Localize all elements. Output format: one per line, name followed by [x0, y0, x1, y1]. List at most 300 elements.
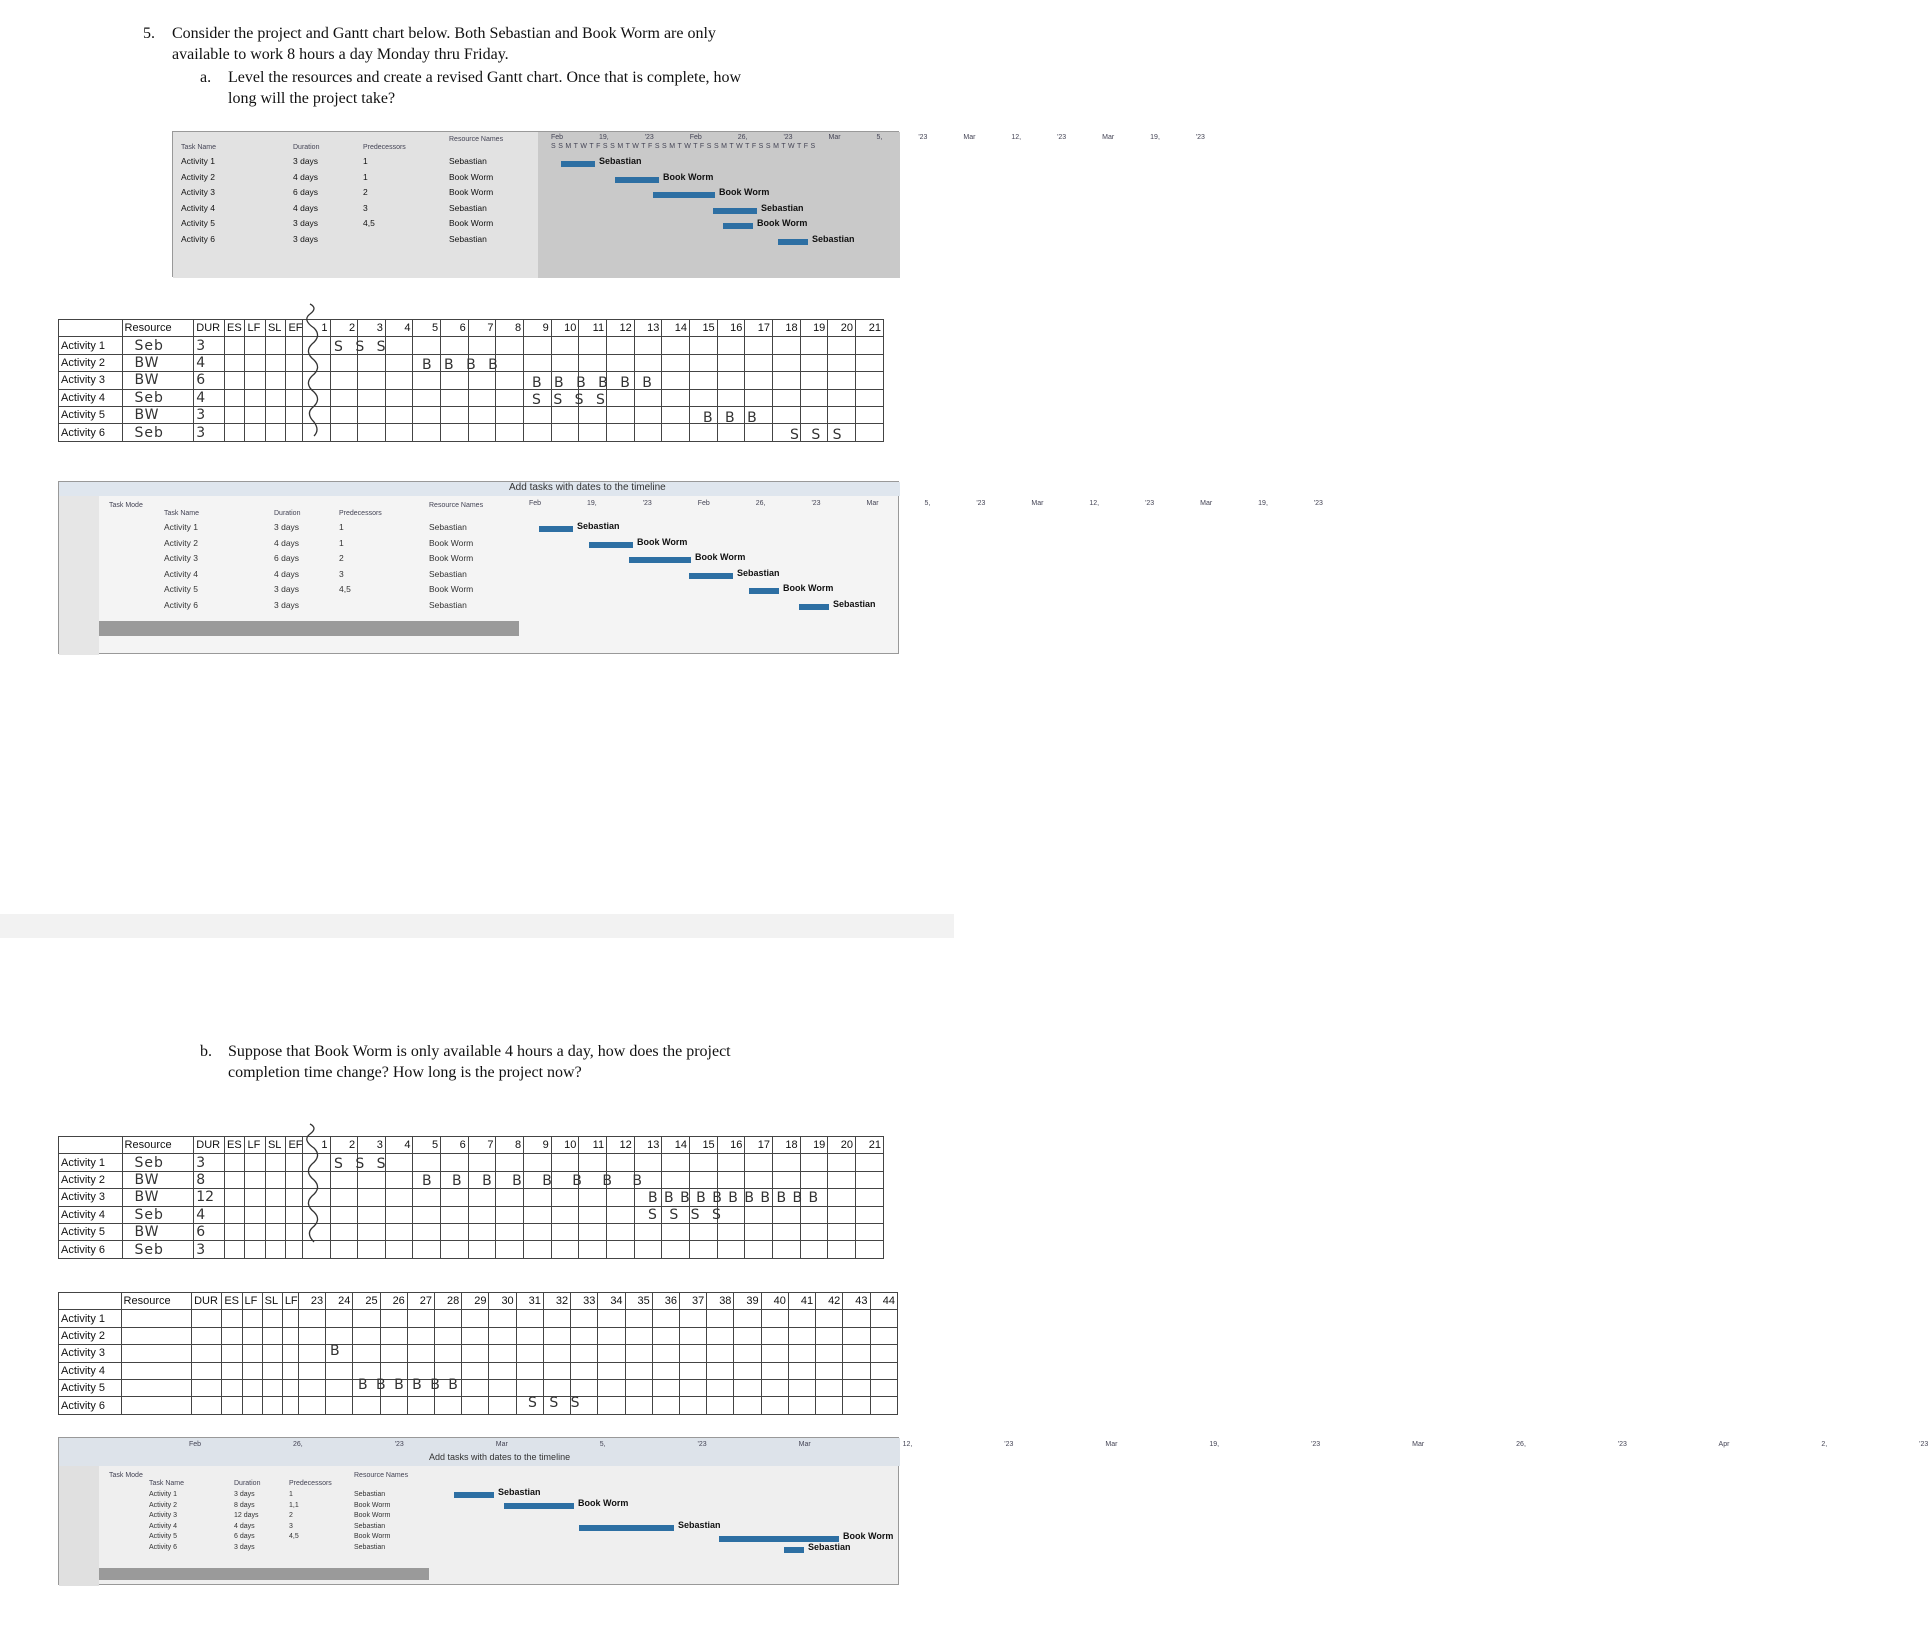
grid_a-cell: [579, 337, 607, 354]
grid_b2-cell: [571, 1327, 598, 1344]
grid_a-cell: [496, 389, 524, 406]
grid_b2-cell: [353, 1310, 380, 1327]
project2-task-5-names: Activity 5: [164, 584, 199, 594]
grid_b1-cell: [773, 1171, 801, 1188]
grid_b2-cell: [222, 1345, 242, 1362]
project3-task-3-pred: 1,1: [289, 1501, 299, 1509]
project1-task-3-dur: 6 days: [293, 187, 319, 197]
grid_b1-cell: [358, 1223, 386, 1240]
grid_b1-mark-3: B B B B B B B B B B B: [648, 1190, 820, 1206]
grid_b2-cell: [489, 1379, 516, 1396]
grid_b1-cell: [607, 1206, 635, 1223]
part-b-label: b.: [200, 1043, 212, 1060]
project1-task-4-dur: 4 days: [293, 202, 319, 213]
project3-task-5-pred: 3: [289, 1522, 293, 1530]
grid_b1-cell: [579, 1223, 607, 1240]
grid_b1-cell: [855, 1171, 883, 1188]
grid_b1-resource-2: BW: [122, 1171, 194, 1188]
project1-bar-5: [723, 223, 753, 229]
question-intro-2: available to work 8 hours a day Monday thru Friday.: [172, 46, 509, 63]
grid_a-day-5: 5: [413, 320, 441, 337]
grid_a-cell: [690, 354, 718, 371]
grid_b1-header-row: [59, 1137, 884, 1154]
grid_b1-cell: [413, 1154, 441, 1171]
grid_b2-cell: [242, 1362, 262, 1379]
grid_b2-resource-3: [121, 1345, 192, 1362]
grid_b1-cell: [245, 1189, 265, 1206]
grid_b2-hdr-es: ES: [222, 1293, 242, 1310]
grid_a-day-17: 17: [745, 320, 773, 337]
grid_b2-cell: [326, 1362, 353, 1379]
grid_b2-day-41: 41: [788, 1293, 815, 1310]
table-row: [59, 1397, 898, 1414]
grid_a-resource-5: BW: [122, 406, 194, 423]
hdr-task-mode: Task Mode: [109, 502, 143, 509]
hdr-task-name-3: Task Name: [149, 1480, 185, 1487]
grid_b2-cell: [707, 1379, 734, 1396]
grid_b2-resource-2: [121, 1327, 192, 1344]
grid_a-day-18: 18: [773, 320, 801, 337]
grid_a-hdr-sl: SL: [265, 320, 285, 337]
grid_b2-dur-3: [192, 1345, 222, 1362]
grid_b1-day-3: 3: [358, 1137, 386, 1154]
grid_a-dur-1: 3: [194, 337, 225, 354]
grid_a-cell: [855, 424, 883, 441]
grid_a-cell: [225, 372, 245, 389]
grid_b1-hdr-es: ES: [225, 1137, 245, 1154]
grid_a-day-11: 11: [579, 320, 607, 337]
grid_a-cell: [745, 424, 773, 441]
timeline-hint-2: Add tasks with dates to the timeline: [509, 482, 666, 493]
grid_b2-cell: [870, 1345, 897, 1362]
grid_a-day-16: 16: [717, 320, 745, 337]
project1-bar-4: [713, 208, 757, 214]
grid_b2-cell: [652, 1397, 679, 1414]
table-row: [59, 1241, 884, 1258]
project1-bar-label-2: Book Worm: [663, 171, 714, 182]
grid_b1-cell: [551, 1206, 579, 1223]
grid_b2-cell: [407, 1397, 434, 1414]
grid_a-cell: [773, 354, 801, 371]
grid_b1-cell: [245, 1223, 265, 1240]
grid_b1-activity-1: Activity 1: [59, 1154, 123, 1171]
grid_b2-cell: [262, 1397, 282, 1414]
grid_a-cell: [265, 424, 285, 441]
project2-bar-1: [539, 526, 573, 532]
grid_a-cell: [358, 389, 386, 406]
grid_b1-day-17: 17: [745, 1137, 773, 1154]
project2-task-2-dur: 4 days: [274, 537, 300, 548]
grid_b1-day-19: 19: [800, 1137, 828, 1154]
grid_a-hdr-dur: DUR: [194, 320, 225, 337]
grid_b1-day-12: 12: [607, 1137, 635, 1154]
grid_b1-cell: [265, 1171, 285, 1188]
grid_a-cell: [524, 424, 552, 441]
grid_b2-cell: [516, 1345, 543, 1362]
table-row: [59, 1379, 898, 1396]
project3-task-5-names: Activity 5: [149, 1533, 178, 1540]
grid_b1-cell: [225, 1171, 245, 1188]
grid_b1-cell: [358, 1171, 386, 1188]
grid_b2-activity-5: Activity 5: [59, 1379, 122, 1396]
grid_b2-day-44: 44: [870, 1293, 897, 1310]
grid_b2-resource-1: [121, 1310, 192, 1327]
grid_b1-cell: [286, 1241, 302, 1258]
grid_a-day-6: 6: [441, 320, 469, 337]
grid_b1-day-16: 16: [717, 1137, 745, 1154]
project3-task-2-dur: 8 days: [234, 1501, 255, 1509]
grid_b1-cell: [358, 1206, 386, 1223]
grid_b2-cell: [761, 1379, 788, 1396]
grid_a-cell: [496, 372, 524, 389]
grid_a-cell: [413, 424, 441, 441]
grid_a-cell: [496, 424, 524, 441]
grid_b2-cell: [435, 1345, 462, 1362]
grid_a-cell: [441, 372, 469, 389]
grid_a-cell: [468, 406, 496, 423]
column-squiggle-b1: [302, 1122, 324, 1254]
grid_b1-day-10: 10: [551, 1137, 579, 1154]
grid_b2-cell: [262, 1310, 282, 1327]
grid_a-cell: [800, 389, 828, 406]
grid_b1-cell: [330, 1171, 358, 1188]
grid_b2-cell: [571, 1362, 598, 1379]
grid_b1-day-7: 7: [468, 1137, 496, 1154]
grid_b2-cell: [625, 1345, 652, 1362]
grid_b1-cell: [634, 1154, 662, 1171]
grid_b2-activity-3: Activity 3: [59, 1345, 122, 1362]
grid_b2-cell: [326, 1379, 353, 1396]
grid_b2-cell: [734, 1345, 761, 1362]
grid_b2-cell: [816, 1345, 843, 1362]
grid_a-cell: [385, 424, 413, 441]
grid_b2-hdr-activity: [59, 1293, 122, 1310]
grid_a-cell: [828, 406, 856, 423]
grid_b2-cell: [816, 1327, 843, 1344]
project3-bar-2: [504, 1503, 574, 1509]
grid_b2-activity-6: Activity 6: [59, 1397, 122, 1414]
grid_a-cell: [607, 406, 635, 423]
grid_b2-cell: [680, 1397, 707, 1414]
grid_b1-cell: [496, 1206, 524, 1223]
grid_a-cell: [690, 389, 718, 406]
grid_a-day-19: 19: [800, 320, 828, 337]
grid_b2-cell: [788, 1362, 815, 1379]
grid_b1-cell: [225, 1154, 245, 1171]
grid_b2-cell: [652, 1310, 679, 1327]
grid_a-cell: [855, 372, 883, 389]
grid_b2-cell: [598, 1327, 625, 1344]
project1-task-6-dur: 3 days: [293, 233, 319, 244]
grid_b1-resource-4: Seb: [122, 1206, 194, 1223]
grid_a-cell: [265, 406, 285, 423]
grid_b2-cell: [680, 1327, 707, 1344]
project2-bar-label-1: Sebastian: [577, 521, 620, 531]
project1-task-6-names: Activity 6: [181, 233, 216, 244]
project2-task-3-dur: 6 days: [274, 553, 300, 563]
grid_b2-day-25: 25: [353, 1293, 380, 1310]
grid_b1-cell: [717, 1171, 745, 1188]
grid_b1-cell: [662, 1223, 690, 1240]
grid_b1-cell: [468, 1189, 496, 1206]
question-intro-1: Consider the project and Gantt chart below. Both Sebastian and Book Worm are only: [172, 25, 716, 42]
grid_b2-cell: [598, 1397, 625, 1414]
grid_b2-cell: [516, 1327, 543, 1344]
grid_b1-cell: [413, 1241, 441, 1258]
grid_b2-cell: [282, 1345, 298, 1362]
grid_a-cell: [524, 354, 552, 371]
grid_b2-day-36: 36: [652, 1293, 679, 1310]
grid_b1-cell: [225, 1241, 245, 1258]
grid_b2-mark-2: B B B B B B: [358, 1377, 460, 1393]
leveling-grid-b2: [58, 1292, 898, 1415]
project3-task-6-res: Sebastian: [354, 1543, 386, 1551]
hdr-duration-2: Duration: [274, 510, 301, 517]
project2-bar-2: [589, 542, 633, 548]
grid_b1-day-1: 1: [302, 1137, 330, 1154]
grid_a-cell: [551, 337, 579, 354]
grid_b2-cell: [353, 1397, 380, 1414]
grid_b2-cell: [353, 1327, 380, 1344]
grid_b1-cell: [717, 1241, 745, 1258]
grid_a-cell: [662, 337, 690, 354]
grid_b1-cell: [662, 1171, 690, 1188]
grid_b1-cell: [634, 1223, 662, 1240]
timeline-days-1: S S M T W T F S S M T W T F S S M T W T F S S M T W T F S S M T W T F S: [551, 143, 816, 150]
table-row: [59, 337, 884, 354]
grid_a-cell: [551, 354, 579, 371]
grid_b1-cell: [225, 1189, 245, 1206]
grid_b1-dur-2: 8: [194, 1171, 225, 1188]
grid_b2-resource-5: [121, 1379, 192, 1396]
grid_b1-hdr-lf: LF: [245, 1137, 265, 1154]
grid_b2-cell: [222, 1327, 242, 1344]
grid_b1-resource-5: BW: [122, 1223, 194, 1240]
grid_b1-cell: [286, 1223, 302, 1240]
grid_b1-cell: [800, 1154, 828, 1171]
project3-task-6-pred: 4,5: [289, 1533, 299, 1540]
project3-task-3-names: Activity 3: [149, 1512, 178, 1519]
grid_a-day-13: 13: [634, 320, 662, 337]
grid_b1-cell: [855, 1223, 883, 1240]
grid_b2-cell: [435, 1310, 462, 1327]
project1-bar-label-4: Sebastian: [761, 202, 804, 213]
project1-task-1-names: Activity 1: [181, 156, 216, 166]
project2-bar-4: [689, 573, 733, 579]
grid_a-cell: [330, 389, 358, 406]
grid_b1-cell: [607, 1241, 635, 1258]
grid_b2-day-40: 40: [761, 1293, 788, 1310]
hdr-task-mode-3: Task Mode: [109, 1472, 143, 1479]
grid_b1-cell: [773, 1223, 801, 1240]
grid_a-day-7: 7: [468, 320, 496, 337]
grid_a-cell: [828, 354, 856, 371]
grid_a-hdr-activity: [59, 320, 123, 337]
project1-task-2-res: Book Worm: [449, 171, 494, 182]
project1-bar-label-1: Sebastian: [599, 156, 642, 166]
grid_a-cell: [690, 372, 718, 389]
grid_b2-cell: [734, 1397, 761, 1414]
project2-task-6-pred: 4,5: [339, 584, 351, 594]
grid_b2-cell: [516, 1362, 543, 1379]
grid_b2-cell: [298, 1397, 325, 1414]
grid_b2-cell: [326, 1397, 353, 1414]
grid_b1-resource-3: BW: [122, 1189, 194, 1206]
ms-project-panel-2: [58, 481, 1323, 654]
grid_b2-cell: [222, 1310, 242, 1327]
grid_a-cell: [413, 337, 441, 354]
grid_b2-cell: [543, 1310, 570, 1327]
hdr-task-name: Task Name: [181, 144, 217, 151]
grid_b1-cell: [800, 1241, 828, 1258]
grid_b2-cell: [843, 1327, 870, 1344]
project1-task-5-dur: 3 days: [293, 218, 319, 228]
hdr-resource-2: Resource Names: [429, 502, 484, 509]
grid_b2-cell: [843, 1379, 870, 1396]
grid_b2-day-24: 24: [326, 1293, 353, 1310]
project3-bar-3: [579, 1525, 674, 1531]
grid_a-resource-3: BW: [122, 372, 194, 389]
grid_b2-cell: [282, 1362, 298, 1379]
grid_a-hdr-ef: EF: [286, 320, 302, 337]
grid_a-cell: [745, 337, 773, 354]
project1-bar-2: [615, 177, 659, 183]
grid_b2-cell: [843, 1345, 870, 1362]
grid_b1-cell: [524, 1206, 552, 1223]
grid_b2-day-31: 31: [516, 1293, 543, 1310]
grid_a-cell: [441, 406, 469, 423]
project1-task-4-names: Activity 4: [181, 202, 216, 213]
grid_a-cell: [441, 424, 469, 441]
grid_b2-dur-5: [192, 1379, 222, 1396]
grid_b2-cell: [761, 1327, 788, 1344]
grid_a-cell: [330, 406, 358, 423]
grid_b2-cell: [489, 1345, 516, 1362]
project2-task-2-pred: 1: [339, 522, 344, 532]
grid_b2-day-43: 43: [843, 1293, 870, 1310]
grid_b2-cell: [680, 1362, 707, 1379]
project3-bar-label-2: Book Worm: [578, 1498, 629, 1508]
hdr-task-name-2: Task Name: [164, 510, 200, 517]
grid_a-cell: [717, 337, 745, 354]
grid_a-activity-3: Activity 3: [59, 372, 123, 389]
grid_b1-cell: [413, 1206, 441, 1223]
grid_b1-cell: [245, 1206, 265, 1223]
grid_a-cell: [828, 372, 856, 389]
project3-task-3-res: Book Worm: [354, 1512, 391, 1519]
grid_b1-resource-1: Seb: [122, 1154, 194, 1171]
grid_b2-cell: [816, 1379, 843, 1396]
hdr-resource-3: Resource Names: [354, 1472, 409, 1479]
grid_b2-cell: [816, 1397, 843, 1414]
project3-task-2-res: Book Worm: [354, 1501, 391, 1509]
grid_a-cell: [828, 337, 856, 354]
grid_b1-cell: [579, 1241, 607, 1258]
grid_b1-cell: [551, 1241, 579, 1258]
grid_b2-cell: [598, 1310, 625, 1327]
project2-bar-label-5: Book Worm: [783, 583, 834, 593]
grid_b1-cell: [828, 1171, 856, 1188]
timeline-weeks-1: Feb 19, '23 Feb 26, '23 Mar 5, '23 Mar 12, '23 Mar 19, '23: [551, 134, 1205, 141]
grid_b2-cell: [543, 1327, 570, 1344]
grid_a-cell: [662, 372, 690, 389]
grid_b1-hdr-activity: [59, 1137, 123, 1154]
grid_b2-dur-2: [192, 1327, 222, 1344]
grid_b1-cell: [579, 1206, 607, 1223]
grid_a-day-2: 2: [330, 320, 358, 337]
grid_a-cell: [441, 389, 469, 406]
grid_b2-cell: [707, 1362, 734, 1379]
grid_a-day-3: 3: [358, 320, 386, 337]
project1-bar-label-3: Book Worm: [719, 187, 770, 197]
grid_b2-resource-4: [121, 1362, 192, 1379]
grid_b2-cell: [870, 1310, 897, 1327]
project1-task-2-pred: 1: [363, 156, 368, 166]
grid_a-cell: [717, 424, 745, 441]
project1-task-5-res: Book Worm: [449, 218, 494, 228]
project1-task-2-dur: 4 days: [293, 171, 319, 182]
grid_b2-cell: [298, 1310, 325, 1327]
grid_a-cell: [286, 354, 302, 371]
grid_b1-cell: [330, 1189, 358, 1206]
grid_b1-cell: [551, 1223, 579, 1240]
grid_b1-dur-6: 3: [194, 1241, 225, 1258]
grid_b1-cell: [855, 1206, 883, 1223]
grid_a-cell: [286, 372, 302, 389]
grid_a-activity-2: Activity 2: [59, 354, 123, 371]
grid_b1-cell: [690, 1223, 718, 1240]
grid_b2-cell: [282, 1327, 298, 1344]
grid_a-resource-2: BW: [122, 354, 194, 371]
project3-bar-label-5: Sebastian: [808, 1542, 851, 1552]
grid_b2-cell: [571, 1310, 598, 1327]
grid_a-resource-1: Seb: [122, 337, 194, 354]
grid_b2-cell: [734, 1327, 761, 1344]
grid_a-cell: [496, 406, 524, 423]
grid_a-dur-3: 6: [194, 372, 225, 389]
grid_b2-cell: [353, 1345, 380, 1362]
grid_b1-day-18: 18: [773, 1137, 801, 1154]
project2-task-5-res: Book Worm: [429, 584, 474, 594]
grid_a-cell: [690, 337, 718, 354]
grid_b1-cell: [524, 1223, 552, 1240]
grid_a-cell: [245, 372, 265, 389]
grid_a-cell: [773, 372, 801, 389]
grid_b2-hdr-dur: DUR: [192, 1293, 222, 1310]
grid_b2-cell: [788, 1345, 815, 1362]
grid_b1-dur-3: 12: [194, 1189, 225, 1206]
grid_b2-cell: [222, 1362, 242, 1379]
grid_b1-day-5: 5: [413, 1137, 441, 1154]
grid_b2-cell: [222, 1397, 242, 1414]
hdr-duration: Duration: [293, 144, 320, 151]
project1-task-3-names: Activity 3: [181, 187, 216, 197]
grid_b2-cell: [788, 1327, 815, 1344]
grid_a-cell: [265, 389, 285, 406]
grid_b2-cell: [870, 1362, 897, 1379]
grid_b1-cell: [441, 1189, 469, 1206]
grid_b1-cell: [690, 1171, 718, 1188]
grid_a-cell: [385, 389, 413, 406]
table-row: [59, 372, 884, 389]
grid_b2-cell: [788, 1379, 815, 1396]
project2-task-1-res: Sebastian: [429, 522, 467, 532]
grid_a-cell: [358, 372, 386, 389]
grid_a-activity-5: Activity 5: [59, 406, 123, 423]
grid_b1-cell: [330, 1241, 358, 1258]
project3-task-4-dur: 4 days: [234, 1522, 255, 1530]
grid_b1-cell: [385, 1171, 413, 1188]
